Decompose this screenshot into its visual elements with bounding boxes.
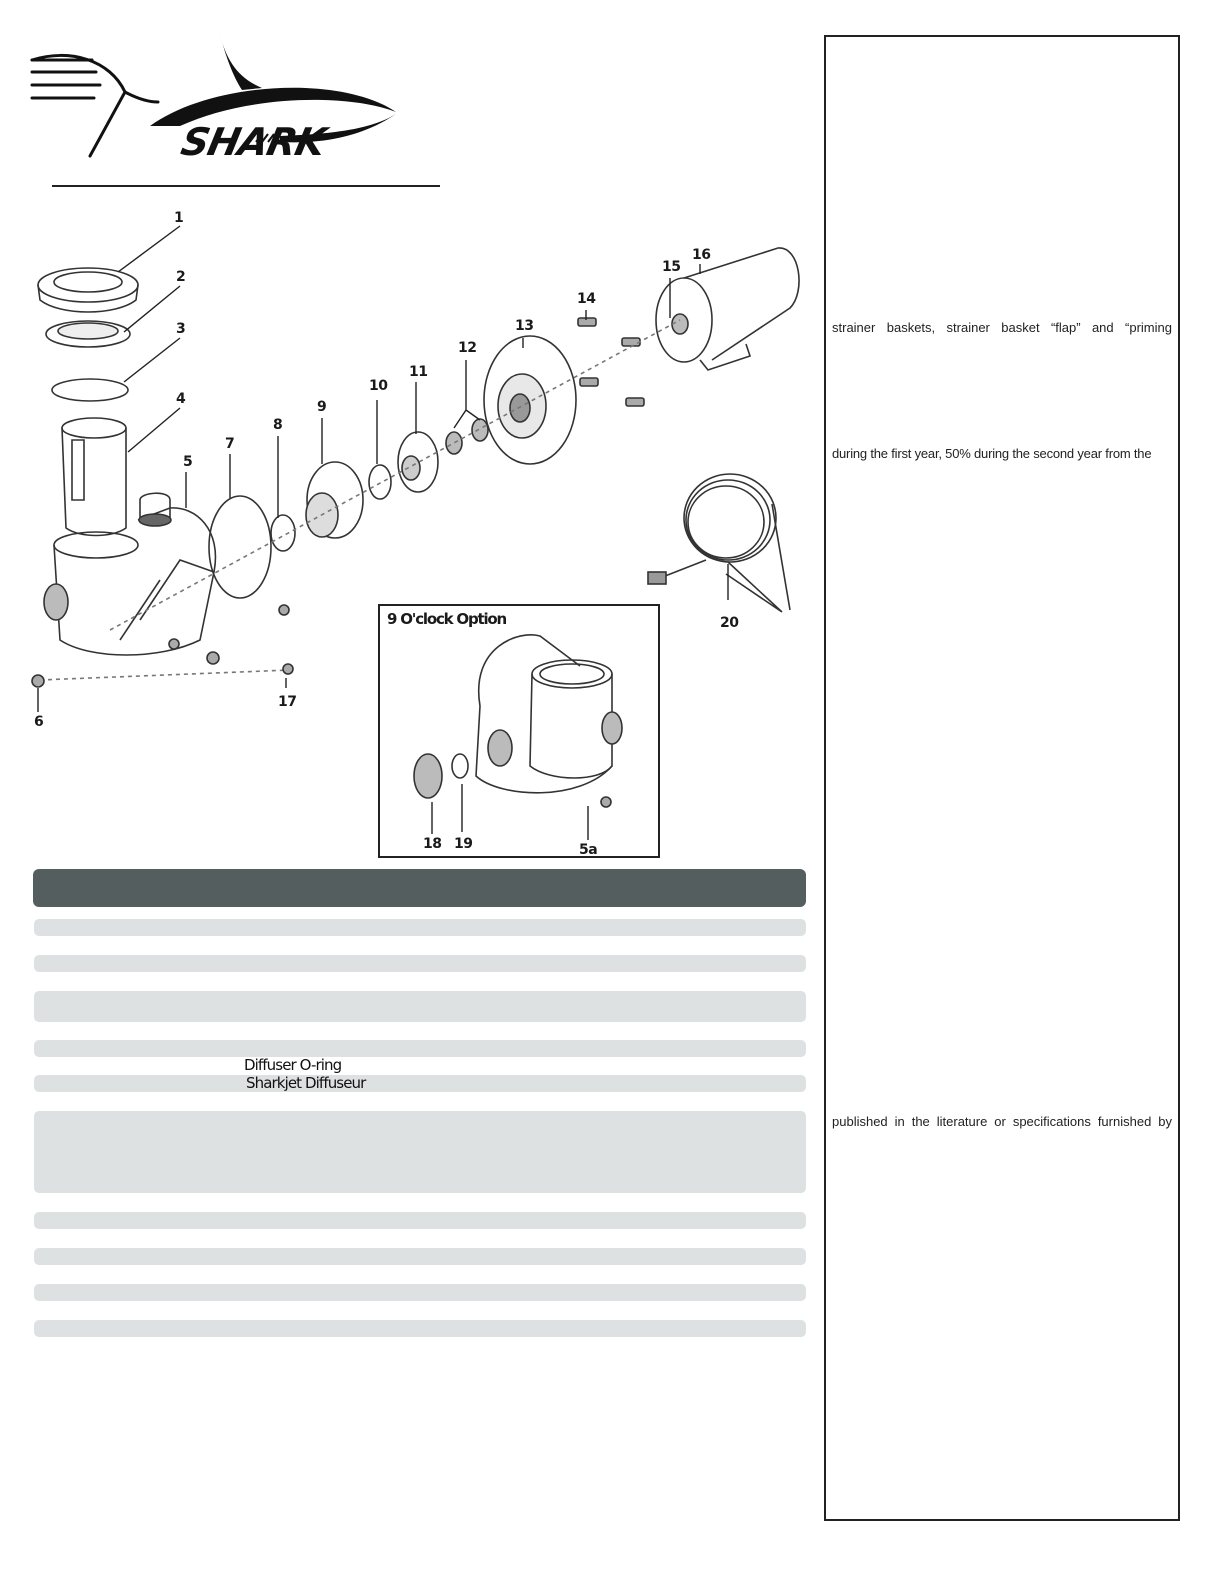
callout-14: 14 — [577, 291, 596, 307]
callout-3: 3 — [176, 321, 186, 337]
motor-bolts-part — [578, 318, 644, 406]
brand-wordmark: SHARK — [177, 120, 329, 164]
callout-5: 5 — [183, 454, 193, 470]
title-rule — [52, 185, 440, 187]
drain-plug-part — [32, 675, 44, 687]
cell-diffuser-oring: Diffuser O-ring — [244, 1056, 342, 1074]
inset-title: 9 O'clock Option — [387, 610, 507, 628]
impeller-part — [398, 432, 438, 492]
parts-table-header — [33, 869, 806, 907]
union-part-18 — [414, 754, 442, 798]
table-row — [34, 991, 806, 1022]
warranty-line-1: strainer baskets, strainer basket “flap” and “priming — [832, 320, 1172, 335]
power-cord-part — [648, 474, 790, 612]
callout-13: 13 — [515, 318, 534, 334]
table-row — [34, 1075, 806, 1092]
diffuser-part — [306, 462, 363, 538]
cell-sharkjet-diffuseur: Sharkjet Diffuseur — [246, 1074, 366, 1092]
pump-housing-part — [44, 493, 215, 655]
callout-19: 19 — [454, 836, 473, 852]
table-row — [34, 1284, 806, 1301]
nine-oclock-option-inset — [378, 604, 660, 858]
seal-part-b — [472, 419, 488, 441]
callout-9: 9 — [317, 399, 327, 415]
table-row — [34, 919, 806, 936]
impeller-ring-part — [369, 465, 391, 499]
warranty-line-3: published in the literature or specifications furnished by — [832, 1114, 1172, 1129]
callout-10: 10 — [369, 378, 388, 394]
callout-6: 6 — [34, 714, 44, 730]
warranty-panel — [824, 35, 1180, 1521]
callout-20: 20 — [720, 615, 739, 631]
table-row — [34, 1320, 806, 1337]
callout-11: 11 — [409, 364, 428, 380]
nine-oclock-housing-view — [380, 606, 658, 856]
seal-part-a — [446, 432, 462, 454]
callout-7: 7 — [225, 436, 235, 452]
callout-16: 16 — [692, 247, 711, 263]
diffuser-oring-part — [271, 515, 295, 551]
callout-12: 12 — [458, 340, 477, 356]
table-row — [34, 1111, 806, 1193]
callout-4: 4 — [176, 391, 186, 407]
housing-oring-part — [209, 496, 271, 598]
oring-part-19 — [452, 754, 468, 778]
callout-2: 2 — [176, 269, 186, 285]
callout-1: 1 — [174, 210, 184, 226]
lid-ring-part — [38, 268, 138, 312]
callout-17: 17 — [278, 694, 297, 710]
lid-oring-part — [52, 379, 128, 401]
table-row — [34, 1248, 806, 1265]
callout-8: 8 — [273, 417, 283, 433]
warranty-line-2: during the first year, 50% during the second year from the — [832, 446, 1152, 461]
callout-18: 18 — [423, 836, 442, 852]
shark-logo — [30, 30, 410, 164]
callout-15: 15 — [662, 259, 681, 275]
strainer-basket-part — [62, 418, 126, 536]
table-row — [34, 1212, 806, 1229]
lid-part — [46, 321, 130, 347]
table-row — [34, 1040, 806, 1057]
seal-plate-part — [484, 336, 576, 464]
callout-5a: 5a — [579, 842, 598, 858]
table-row — [34, 955, 806, 972]
